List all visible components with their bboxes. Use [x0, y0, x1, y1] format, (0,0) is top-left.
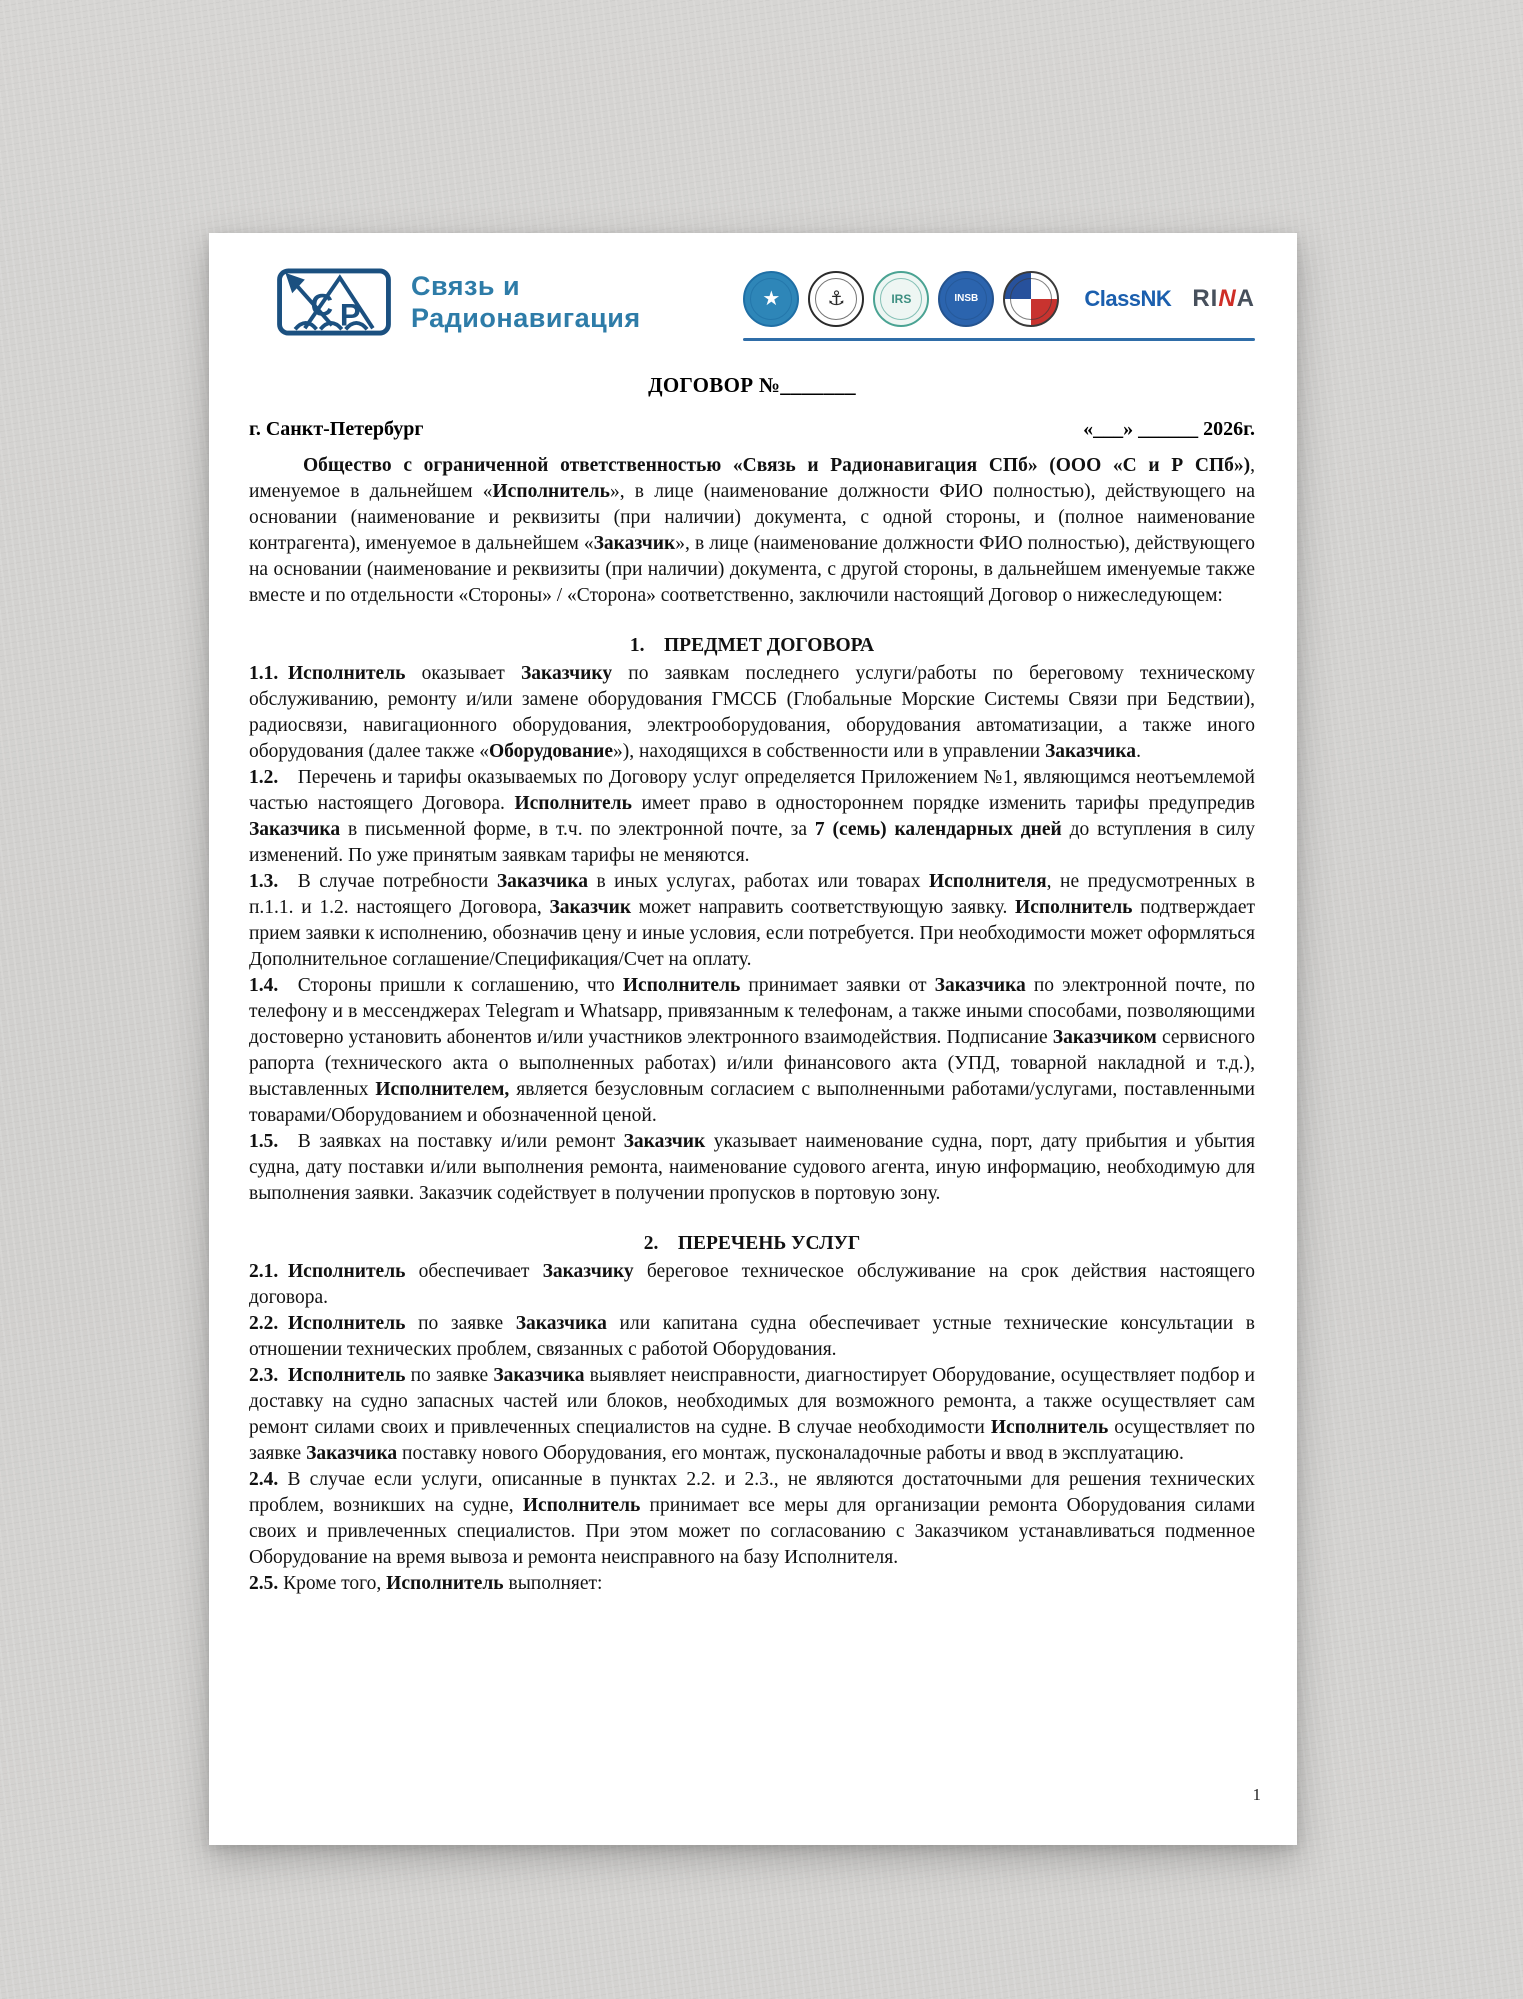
- logo-letter-c: С: [310, 287, 334, 323]
- logo-letter-r: Р: [339, 297, 361, 333]
- city-label: г. Санкт-Петербург: [249, 418, 424, 440]
- company-name-line2: Радионавигация: [411, 303, 641, 333]
- rina-bolt-icon: N: [1218, 285, 1237, 312]
- section-heading: 2. ПЕРЕЧЕНЬ УСЛУГ: [643, 1233, 861, 1254]
- contract-paragraph: 2.3. Исполнитель по заявке Заказчика выявляет неисправности, диагностирует Оборудование, осуществляет подбор и доставку на судно запасных частей или блоков, необходимых для возможного ремонта, а также осуществляет сам ремонт силами своих и привлеченных специалистов на судне. В случае необходимости Исполнитель осуществляет по заявке Заказчика поставку нового Оборудования, его монтаж, пусконаладочные работы и ввод в эксплуатацию.: [249, 1365, 1255, 1464]
- contract-page-content: [209, 233, 1297, 1845]
- company-logo: [275, 267, 641, 337]
- contract-paragraph: 2.4. В случае если услуги, описанные в пунктах 2.2. и 2.3., не являются достаточными для решения технических проблем, возникших на судне, Исполнитель принимает все меры для организации ремонта Оборудования силами своих и привлеченных специалистов. При этом может по согласованию с Заказчиком устанавливаться подменное Оборудование на время вывоза и ремонта неисправного на базу Исполнителя.: [249, 1469, 1255, 1568]
- panama-shipping-registry-seal: [1003, 271, 1059, 327]
- maritime-register-star-seal: [743, 271, 799, 327]
- company-name-line1: Связь и: [411, 271, 521, 301]
- rina-logo-right: A: [1236, 285, 1255, 312]
- insb-class-seal: [938, 271, 994, 327]
- crossed-anchors-seal-glyph: ⚓: [827, 288, 846, 310]
- document-title: ДОГОВОР №_______: [648, 373, 856, 397]
- maritime-register-star-seal-glyph: ★: [762, 288, 781, 310]
- company-name: [411, 270, 641, 334]
- contract-paragraph: 1.5. В заявках на поставку и/или ремонт Заказчик указывает наименование судна, порт, дату прибытия и убытия судна, дату поставки и/или выполнения ремонта, наименование судового агента, иную информацию, необходимую для выполнения заявки. Заказчик содействует в получении пропусков в портовую зону.: [249, 1131, 1255, 1204]
- certification-logos: [743, 271, 1255, 341]
- indian-register-of-shipping-seal: [873, 271, 929, 327]
- contract-paragraph: 1.3. В случае потребности Заказчика в иных услугах, работах или товарах Исполнителя, не предусмотренных в п.1.1. и 1.2. настоящего Договора, Заказчик может направить соответствующую заявку. Исполнитель подтверждает прием заявки к исполнению, обозначив цену и иные условия, если потребуется. При необходимости может оформляться Дополнительное соглашение/Спецификация/Счет на оплату.: [249, 871, 1255, 970]
- document-header: [249, 267, 1255, 341]
- contract-paragraph: 2.5. Кроме того, Исполнитель выполняет:: [249, 1573, 603, 1594]
- certification-badges: [743, 271, 1059, 327]
- header-divider: [743, 338, 1255, 341]
- insb-class-seal-glyph: INSB: [954, 293, 979, 304]
- certification-badge-row: [743, 271, 1255, 327]
- indian-register-of-shipping-seal-glyph: IRS: [891, 292, 912, 306]
- contract-paragraph: 1.4. Стороны пришли к соглашению, что Исполнитель принимает заявки от Заказчика по электронной почте, по телефону и в мессенджерах Telegram и Whatsapp, привязанным к телефонам, а также иными способами, позволяющими достоверно установить абонентов и/или участников электронного взаимодействия. Подписание Заказчиком сервисного рапорта (технического акта о выполненных работах) и/или финансового акта (УПД, товарной накладной и т.д.), выставленных Исполнителем, является безусловным согласием с выполненными работами/услугами, поставленными товарами/Оборудованием и обозначенной ценой.: [249, 975, 1255, 1126]
- classnk-logo: ClassNK: [1084, 286, 1172, 311]
- contract-paragraph: 2.2. Исполнитель по заявке Заказчика или капитана судна обеспечивает устные технические консультации в отношении технических проблем, связанных с работой Оборудования.: [249, 1313, 1255, 1360]
- date-blank: «___» ______ 2026г.: [1083, 418, 1255, 440]
- contract-paragraph: 2.1. Исполнитель обеспечивает Заказчику береговое техническое обслуживание на срок действия настоящего договора.: [249, 1261, 1255, 1308]
- city-date-row: [249, 418, 1255, 441]
- contract-paragraph: Общество с ограниченной ответственностью «Связь и Радионавигация СПб» (ООО «С и Р СПб»), именуемое в дальнейшем «Исполнитель», в лице (наименование должности ФИО полностью), действующего на основании (наименование и реквизиты (при наличии) документа, с одной стороны, и (полное наименование контрагента), именуемое в дальнейшем «Заказчик», в лице (наименование должности ФИО полностью), действующего на основании (наименование и реквизиты (при наличии) документа, с другой стороны, в дальнейшем именуемые также вместе и по отдельности «Стороны» / «Сторона» соответственно, заключили настоящий Договор о нижеследующем:: [249, 455, 1255, 606]
- page-number: 1: [1252, 1785, 1261, 1804]
- rina-logo: [1192, 285, 1255, 313]
- contract-paragraph: 1.2. Перечень и тарифы оказываемых по Договору услуг определяется Приложением №1, являющимся неотъемлемой частью настоящего Договора. Исполнитель имеет право в одностороннем порядке изменить тарифы предупредив Заказчика в письменной форме, в т.ч. по электронной почте, за 7 (семь) календарных дней до вступления в силу изменений. По уже принятым заявкам тарифы не меняются.: [249, 767, 1256, 866]
- contract-body: [249, 453, 1255, 1597]
- company-logo-mark-icon: [275, 267, 393, 337]
- crossed-anchors-seal: [808, 271, 864, 327]
- contract-page: [209, 233, 1297, 1845]
- rina-logo-left: RI: [1192, 285, 1219, 312]
- section-heading: 1. ПРЕДМЕТ ДОГОВОРА: [629, 635, 875, 656]
- contract-paragraph: 1.1. Исполнитель оказывает Заказчику по заявкам последнего услуги/работы по береговому техническому обслуживанию, ремонту и/или замене оборудования ГМССБ (Глобальные Морские Системы Связи при Бедствии), радиосвязи, навигационного оборудования, электрооборудования, оборудования автоматизации, а также иного оборудования (далее также «Оборудование»), находящихся в собственности или в управлении Заказчика.: [249, 663, 1255, 762]
